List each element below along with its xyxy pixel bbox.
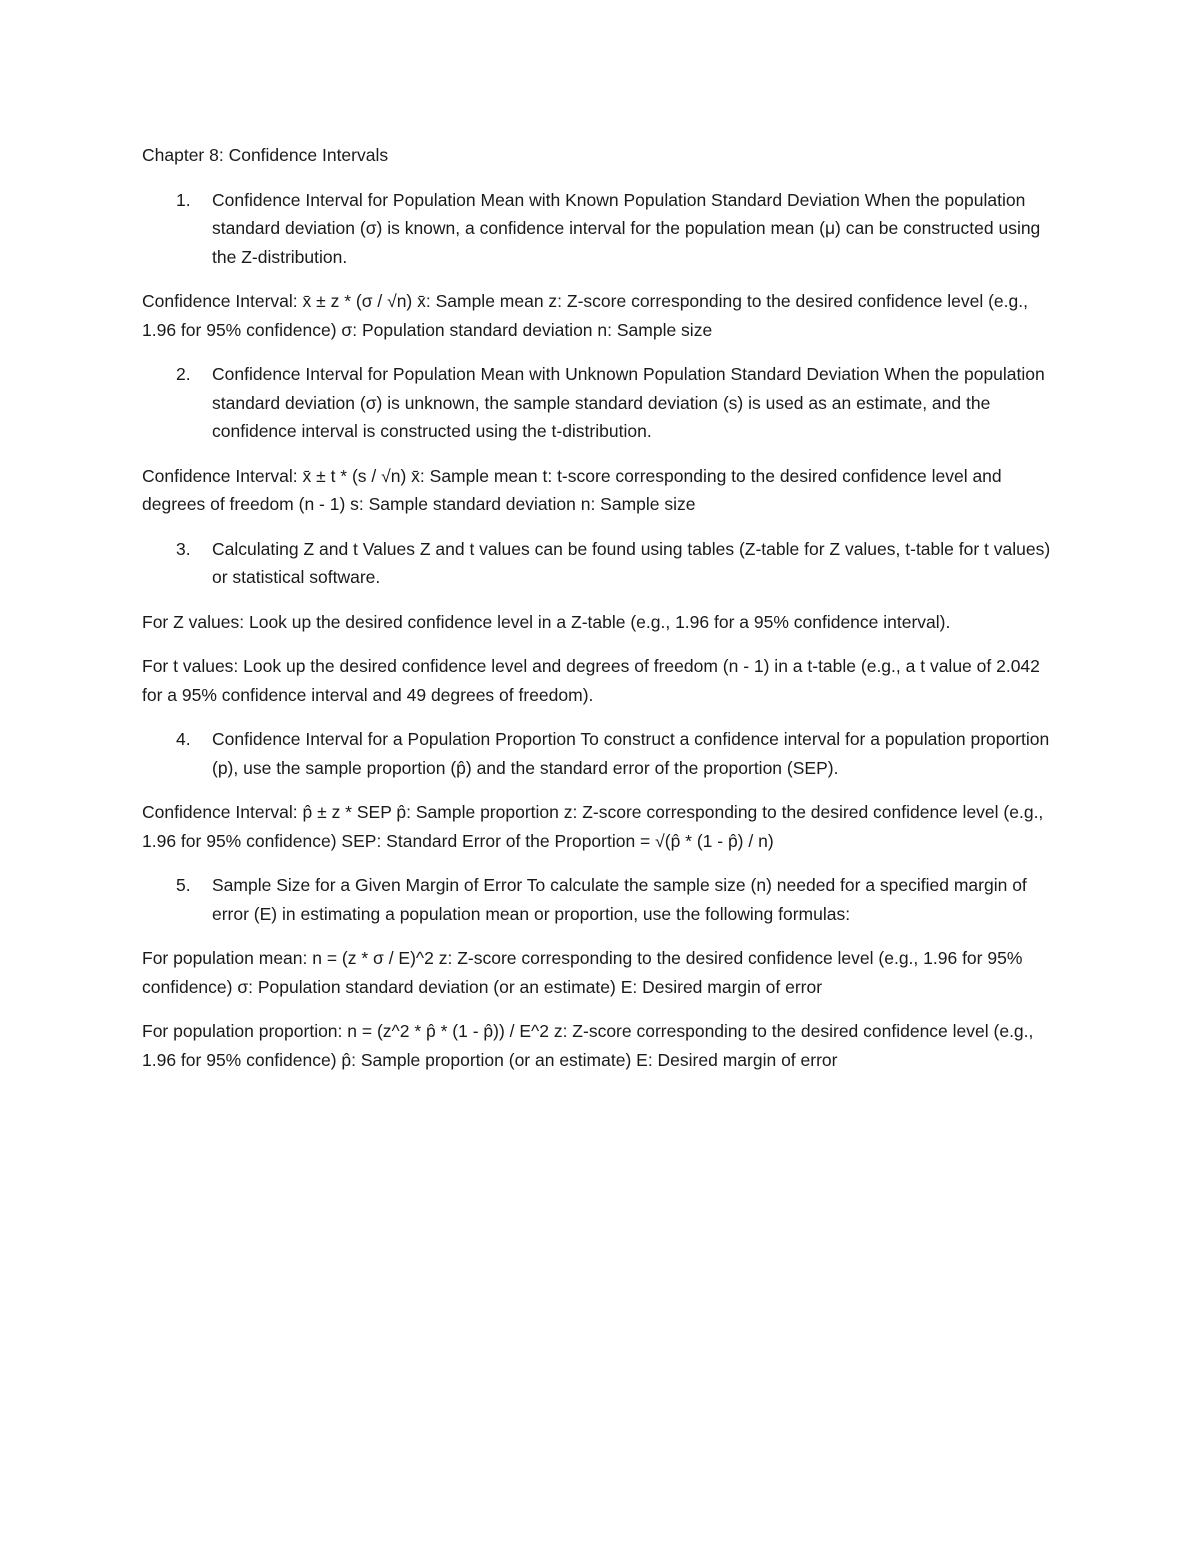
item-text: Calculating Z and t Values Z and t values can be found using tables (Z-table for Z values, t-table for t values) or statistical software. (212, 538, 1051, 587)
chapter-title: Chapter 8: Confidence Intervals (142, 145, 389, 165)
document-body (142, 141, 1062, 1090)
item-number: 4. (176, 729, 191, 749)
numbered-item (142, 725, 1062, 782)
numbered-item (142, 535, 1062, 592)
item-number: 5. (176, 875, 191, 895)
item-text: Sample Size for a Given Margin of Error To calculate the sample size (n) needed for a specified margin of error (E) in estimating a population mean or proportion, use the following formulas: (212, 875, 1027, 924)
item-number: 2. (176, 364, 191, 384)
formula-paragraph: Confidence Interval: x̄ ± z * (σ / √n) x̄: Sample mean z: Z-score corresponding to the desired confidence level (e.g., 1.96 for 95% confidence) σ: Population standard deviation n: Sample size (142, 291, 1028, 340)
formula-paragraph: For population proportion: n = (z^2 * p̂ * (1 - p̂)) / E^2 z: Z-score corresponding to the desired confidence level (e.g., 1.96 for 95% confidence) p̂: Sample proportion (or an estimate) E: Desired margin of error (142, 1021, 1034, 1070)
item-text: Confidence Interval for Population Mean with Unknown Population Standard Deviation When the population standard deviation (σ) is unknown, the sample standard deviation (s) is used as an estimate, and the confidence interval is constructed using the t-distribution. (212, 364, 1045, 441)
item-number: 3. (176, 538, 191, 559)
item-number: 1. (176, 189, 191, 210)
item-text: Confidence Interval for a Population Proportion To construct a confidence interval for a population proportion (p), use the sample proportion (p̂) and the standard error of the proportion (SEP). (212, 729, 1050, 778)
text-paragraph: For Z values: Look up the desired confidence level in a Z-table (e.g., 1.96 for a 95% confidence interval). (142, 611, 951, 632)
item-text: Confidence Interval for Population Mean with Known Population Standard Deviation When the population standard deviation (σ) is known, a confidence interval for the population mean (μ) can be constructed using the Z-distribution. (212, 189, 1041, 267)
numbered-item (142, 360, 1062, 446)
numbered-item (142, 186, 1062, 272)
formula-paragraph: Confidence Interval: p̂ ± z * SEP p̂: Sample proportion z: Z-score corresponding to the desired confidence level (e.g., 1.96 for 95% confidence) SEP: Standard Error of the Proportion = √(p̂ * (1 - p̂) / n) (142, 802, 1044, 851)
formula-paragraph: For population mean: n = (z * σ / E)^2 z: Z-score corresponding to the desired confidence level (e.g., 1.96 for 95% confidence) σ: Population standard deviation (or an estimate) E: Desired margin of error (142, 948, 1023, 997)
formula-paragraph: Confidence Interval: x̄ ± t * (s / √n) x̄: Sample mean t: t-score corresponding to the desired confidence level and degrees of freedom (n - 1) s: Sample standard deviation n: Sample size (142, 465, 1002, 514)
text-paragraph: For t values: Look up the desired confidence level and degrees of freedom (n - 1) in a t-table (e.g., a t value of 2.042 for a 95% confidence interval and 49 degrees of freedom). (142, 656, 1040, 705)
numbered-item (142, 871, 1062, 928)
